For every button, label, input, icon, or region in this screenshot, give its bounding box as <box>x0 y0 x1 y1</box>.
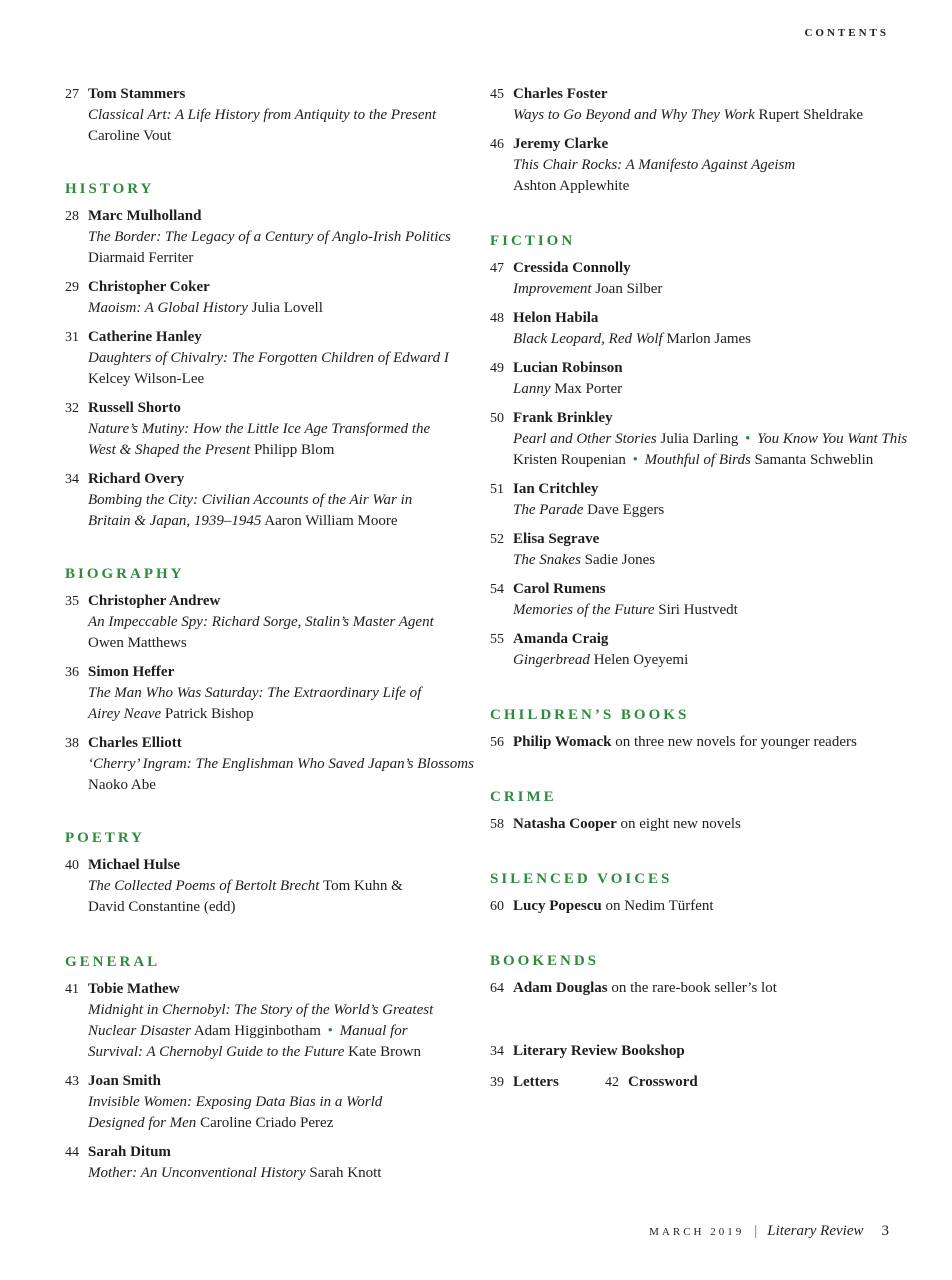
entry-reviewer <box>513 629 910 650</box>
entry-subject: on three new novels for younger readers <box>611 734 857 750</box>
toc-entry[interactable] <box>490 408 910 471</box>
section-heading: SILENCED VOICES <box>490 871 673 887</box>
entry-book-line <box>88 683 475 704</box>
reviewer-name: Carol Rumens <box>513 581 606 597</box>
book-author: Kate Brown <box>344 1044 422 1060</box>
entry-book-line <box>513 550 910 571</box>
bookshop-label: Literary Review Bookshop <box>513 1043 685 1059</box>
entry-reviewer <box>513 479 910 500</box>
entry-page-number: 43 <box>65 1074 79 1089</box>
reviewer-name: Joan Smith <box>88 1073 161 1089</box>
entry-page-number: 56 <box>490 735 504 750</box>
toc-entry[interactable] <box>65 327 475 390</box>
reviewer-name: Tobie Mathew <box>88 981 180 997</box>
bullet-separator: • <box>327 1023 333 1039</box>
book-author: Julia Lovell <box>247 300 323 316</box>
entry-book-line <box>88 348 475 369</box>
section-heading: BIOGRAPHY <box>65 566 185 582</box>
entry-book-line <box>88 419 475 440</box>
reviewer-name: Adam Douglas <box>513 980 608 996</box>
entry-book-line <box>88 248 475 269</box>
toc-entry[interactable] <box>65 84 475 147</box>
reviewer-name: Philip Womack <box>513 734 612 750</box>
entry-book-line <box>88 1163 475 1184</box>
entry-reviewer <box>513 358 910 379</box>
book-title: Black Leopard, Red Wolf <box>513 331 663 347</box>
entry-reviewer <box>513 978 910 999</box>
entry-book-line <box>88 511 475 532</box>
toc-entry[interactable] <box>490 358 910 400</box>
page-footer <box>649 1223 889 1240</box>
bullet-separator: • <box>745 431 751 447</box>
book-author: Owen Matthews <box>88 635 187 651</box>
reviewer-name: Tom Stammers <box>88 86 186 102</box>
entry-book-line <box>513 450 910 471</box>
entry-book-line <box>513 600 910 621</box>
reviewer-name: Richard Overy <box>88 471 185 487</box>
entry-book-line <box>88 1113 475 1134</box>
reviewer-name: Natasha Cooper <box>513 816 617 832</box>
entry-page-number: 49 <box>490 361 504 376</box>
book-title: ‘Cherry’ Ingram: The Englishman Who Saved Japan’s Blossoms <box>88 756 474 772</box>
book-author: Aaron William Moore <box>261 513 398 529</box>
toc-entry[interactable] <box>65 662 475 725</box>
entry-reviewer <box>88 277 475 298</box>
entry-book-line <box>88 633 475 654</box>
entry-reviewer <box>513 732 910 753</box>
entry-reviewer <box>513 408 910 429</box>
entry-reviewer <box>88 206 475 227</box>
toc-entry[interactable] <box>65 1142 475 1184</box>
book-author: Philipp Blom <box>250 442 335 458</box>
entry-book-line <box>513 176 910 197</box>
entry-page-number: 47 <box>490 261 504 276</box>
reviewer-name: Simon Heffer <box>88 664 175 680</box>
bookshop-row[interactable] <box>490 1041 910 1062</box>
entry-reviewer <box>513 579 910 600</box>
toc-entry[interactable] <box>490 258 910 300</box>
entry-page-number: 51 <box>490 482 504 497</box>
entry-reviewer <box>513 84 910 105</box>
book-author: Samanta Schweblin <box>750 452 874 468</box>
right-column <box>490 84 910 1103</box>
entry-reviewer <box>513 134 910 155</box>
toc-entry[interactable] <box>65 855 475 918</box>
entry-book-line <box>88 1092 475 1113</box>
book-title: This Chair Rocks: A Manifesto Against Ageism <box>513 157 796 173</box>
left-column <box>65 84 475 1192</box>
reviewer-name: Charles Elliott <box>88 735 182 751</box>
reviewer-name: Sarah Ditum <box>88 1144 171 1160</box>
book-title: Daughters of Chivalry: The Forgotten Children of Edward I <box>88 350 449 366</box>
book-author: Helen Oyeyemi <box>589 652 689 668</box>
entry-page-number: 50 <box>490 411 504 426</box>
toc-entry[interactable] <box>490 814 910 835</box>
entry-book-line <box>513 279 910 300</box>
reviewer-name: Elisa Segrave <box>513 531 600 547</box>
book-author: Rupert Sheldrake <box>754 107 864 123</box>
book-author: Caroline Criado Perez <box>196 1115 334 1131</box>
reviewer-name: Christopher Coker <box>88 279 210 295</box>
toc-entry[interactable] <box>490 134 910 197</box>
book-title: Lanny <box>513 381 551 397</box>
book-title: Nature’s Mutiny: How the Little Ice Age Transformed the <box>88 421 431 437</box>
book-author: Kristen Roupenian <box>513 452 630 468</box>
reviewer-name: Lucian Robinson <box>513 360 623 376</box>
toc-entry[interactable] <box>65 206 475 269</box>
reviewer-name: Ian Critchley <box>513 481 599 497</box>
running-head: CONTENTS <box>804 27 889 39</box>
entry-page-number: 29 <box>65 280 79 295</box>
entry-reviewer <box>88 733 475 754</box>
letters-crossword-row <box>490 1072 910 1093</box>
book-author: Patrick Bishop <box>161 706 254 722</box>
entry-reviewer <box>88 855 475 876</box>
book-title: You Know You Want This <box>753 431 908 447</box>
entry-page-number: 28 <box>65 209 79 224</box>
book-title: Maoism: A Global History <box>88 300 248 316</box>
reviewer-name: Russell Shorto <box>88 400 181 416</box>
book-author: Sarah Knott <box>305 1165 382 1181</box>
section-heading: HISTORY <box>65 181 155 197</box>
entry-subject: on the rare-book seller’s lot <box>607 980 777 996</box>
book-title: Mother: An Unconventional History <box>88 1165 306 1181</box>
reviewer-name: Amanda Craig <box>513 631 609 647</box>
entry-page-number: 32 <box>65 401 79 416</box>
entry-reviewer <box>88 469 475 490</box>
book-author: Julia Darling <box>656 431 743 447</box>
entry-subject: on Nedim Türfent <box>601 898 714 914</box>
issue-date: MARCH 2019 <box>649 1226 745 1238</box>
entry-book-line <box>88 704 475 725</box>
entry-book-line <box>513 155 910 176</box>
section-heading: BOOKENDS <box>490 953 600 969</box>
book-title: Survival: A Chernobyl Guide to the Future <box>88 1044 345 1060</box>
reviewer-name: Christopher Andrew <box>88 593 221 609</box>
section-heading: POETRY <box>65 830 145 846</box>
magazine-name: Literary Review <box>767 1223 864 1239</box>
reviewer-name: Lucy Popescu <box>513 898 602 914</box>
entry-reviewer <box>513 529 910 550</box>
book-author: Joan Silber <box>591 281 663 297</box>
reviewer-name: Cressida Connolly <box>513 260 631 276</box>
book-author: Siri Hustvedt <box>654 602 738 618</box>
reviewer-name: Marc Mulholland <box>88 208 202 224</box>
entry-book-line <box>88 612 475 633</box>
entry-page-number: 34 <box>490 1044 504 1059</box>
entry-page-number: 45 <box>490 87 504 102</box>
toc-entry[interactable] <box>65 733 475 796</box>
entry-page-number: 36 <box>65 665 79 680</box>
toc-entry[interactable] <box>490 732 910 753</box>
book-title: Gingerbread <box>513 652 590 668</box>
section-heading: GENERAL <box>65 954 161 970</box>
page-number: 3 <box>881 1223 889 1239</box>
entry-reviewer <box>513 258 910 279</box>
entry-book-line <box>88 298 475 319</box>
entry-reviewer <box>88 327 475 348</box>
toc-entry[interactable] <box>490 978 910 999</box>
toc-entry[interactable] <box>490 896 910 917</box>
book-author: Sadie Jones <box>580 552 656 568</box>
entry-page-number: 52 <box>490 532 504 547</box>
entry-page-number: 44 <box>65 1145 79 1160</box>
entry-page-number: 64 <box>490 981 504 996</box>
book-title: Nuclear Disaster <box>88 1023 191 1039</box>
entry-page-number: 35 <box>65 594 79 609</box>
entry-reviewer <box>88 84 475 105</box>
entry-page-number: 54 <box>490 582 504 597</box>
entry-reviewer <box>88 662 475 683</box>
book-title: Mouthful of Birds <box>640 452 751 468</box>
entry-reviewer <box>88 398 475 419</box>
book-title: Classical Art: A Life History from Antiquity to the Present <box>88 107 437 123</box>
footer-separator: | <box>754 1223 758 1239</box>
toc-entry[interactable] <box>490 84 910 126</box>
crossword-label[interactable]: Crossword <box>628 1074 698 1090</box>
section-heading: CHILDREN’S BOOKS <box>490 707 690 723</box>
entry-page-number: 42 <box>605 1075 619 1090</box>
entry-book-line <box>88 105 475 126</box>
book-title: The Snakes <box>513 552 581 568</box>
toc-entry[interactable] <box>490 479 910 521</box>
reviewer-name: Helon Habila <box>513 310 599 326</box>
book-title: Airey Neave <box>88 706 162 722</box>
entry-reviewer <box>88 1142 475 1163</box>
entry-page-number: 38 <box>65 736 79 751</box>
book-author: Adam Higginbotham <box>190 1023 325 1039</box>
reviewer-name: Charles Foster <box>513 86 608 102</box>
book-title: Improvement <box>513 281 592 297</box>
toc-entry[interactable] <box>65 979 475 1063</box>
entry-reviewer <box>513 896 910 917</box>
entry-reviewer <box>513 814 910 835</box>
entry-page-number: 31 <box>65 330 79 345</box>
book-title: West & Shaped the Present <box>88 442 251 458</box>
toc-entry[interactable] <box>65 469 475 532</box>
entry-reviewer <box>88 979 475 1000</box>
book-title: The Parade <box>513 502 584 518</box>
entry-book-line <box>513 650 910 671</box>
book-title: Britain & Japan, 1939–1945 <box>88 513 262 529</box>
book-title: The Border: The Legacy of a Century of Anglo-Irish Politics <box>88 229 451 245</box>
entry-page-number: 48 <box>490 311 504 326</box>
toc-entry[interactable] <box>65 277 475 319</box>
entry-book-line <box>88 1000 475 1021</box>
book-title: Ways to Go Beyond and Why They Work <box>513 107 755 123</box>
book-author: Ashton Applewhite <box>513 178 630 194</box>
entry-book-line <box>513 329 910 350</box>
entry-reviewer <box>513 308 910 329</box>
entry-book-line <box>88 126 475 147</box>
book-title: An Impeccable Spy: Richard Sorge, Stalin’s Master Agent <box>88 614 434 630</box>
book-title: Bombing the City: Civilian Accounts of the Air War in <box>88 492 413 508</box>
entry-page-number: 55 <box>490 632 504 647</box>
entry-book-line <box>88 876 475 897</box>
entry-page-number: 34 <box>65 472 79 487</box>
entry-page-number: 41 <box>65 982 79 997</box>
entry-book-line <box>88 1042 475 1063</box>
book-author: Max Porter <box>550 381 623 397</box>
toc-entry[interactable] <box>490 308 910 350</box>
book-title: Midnight in Chernobyl: The Story of the World’s Greatest <box>88 1002 434 1018</box>
section-heading: CRIME <box>490 789 557 805</box>
toc-entry[interactable] <box>490 579 910 621</box>
entry-reviewer <box>88 1071 475 1092</box>
book-title: Designed for Men <box>88 1115 197 1131</box>
entry-book-line <box>88 754 475 775</box>
entry-page-number: 39 <box>490 1075 504 1090</box>
reviewer-name: Michael Hulse <box>88 857 181 873</box>
book-author: Dave Eggers <box>583 502 665 518</box>
entry-page-number: 46 <box>490 137 504 152</box>
entry-subject: on eight new novels <box>616 816 741 832</box>
book-author: Diarmaid Ferriter <box>88 250 194 266</box>
toc-entry[interactable] <box>65 591 475 654</box>
entry-book-line <box>513 105 910 126</box>
reviewer-name: Frank Brinkley <box>513 410 613 426</box>
entry-book-line <box>88 440 475 461</box>
book-author: Naoko Abe <box>88 777 156 793</box>
entry-book-line <box>513 379 910 400</box>
entry-book-line <box>513 500 910 521</box>
reviewer-name: Jeremy Clarke <box>513 136 609 152</box>
entry-book-line <box>88 775 475 796</box>
entry-page-number: 60 <box>490 899 504 914</box>
entry-page-number: 58 <box>490 817 504 832</box>
book-title: The Man Who Was Saturday: The Extraordinary Life of <box>88 685 422 701</box>
reviewer-name: Catherine Hanley <box>88 329 202 345</box>
book-title: Invisible Women: Exposing Data Bias in a World <box>88 1094 383 1110</box>
book-title: Pearl and Other Stories <box>513 431 657 447</box>
entry-book-line <box>88 227 475 248</box>
letters-label[interactable]: Letters <box>513 1074 559 1090</box>
entry-page-number: 27 <box>65 87 79 102</box>
book-title: Manual for <box>335 1023 408 1039</box>
toc-entry[interactable] <box>65 1071 475 1134</box>
entry-book-line <box>513 429 910 450</box>
entry-book-line <box>88 897 475 918</box>
entry-reviewer <box>88 591 475 612</box>
book-author: Marlon James <box>662 331 752 347</box>
book-title: The Collected Poems of Bertolt Brecht <box>88 878 320 894</box>
toc-entry[interactable] <box>490 529 910 571</box>
book-author: David Constantine (edd) <box>88 899 236 915</box>
toc-entry[interactable] <box>490 629 910 671</box>
toc-entry[interactable] <box>65 398 475 461</box>
book-author: Caroline Vout <box>88 128 172 144</box>
book-title: Memories of the Future <box>513 602 655 618</box>
entry-book-line <box>88 490 475 511</box>
entry-page-number: 40 <box>65 858 79 873</box>
book-author: Kelcey Wilson-Lee <box>88 371 205 387</box>
bullet-separator: • <box>632 452 638 468</box>
section-heading: FICTION <box>490 233 576 249</box>
entry-book-line <box>88 369 475 390</box>
book-author: Tom Kuhn & <box>319 878 403 894</box>
entry-book-line <box>88 1021 475 1042</box>
